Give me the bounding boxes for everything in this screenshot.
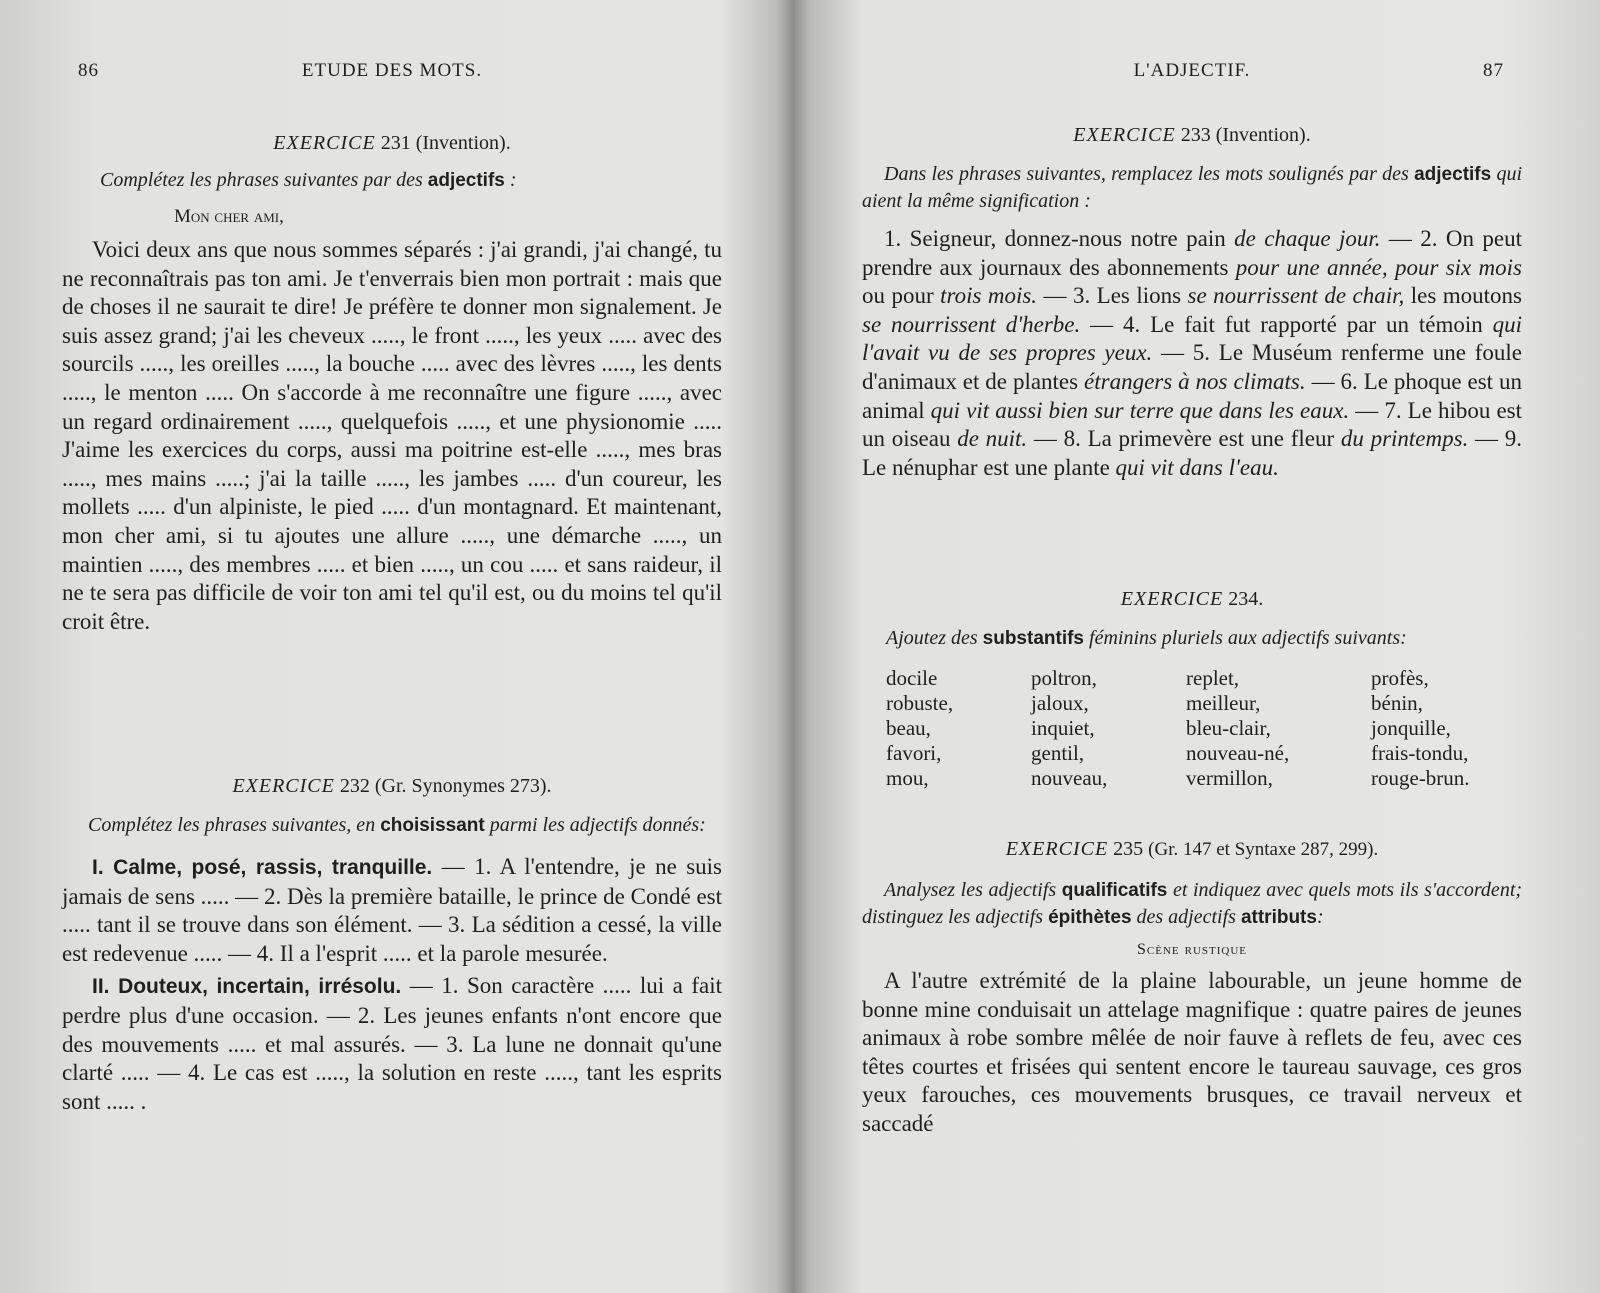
adjective: bénin, bbox=[1371, 691, 1423, 715]
adjective: nouveau, bbox=[1031, 766, 1108, 790]
adjective: favori, bbox=[886, 741, 942, 765]
adjective: mou, bbox=[886, 766, 929, 790]
adjective: jaloux, bbox=[1031, 691, 1089, 715]
exercise-233-sentences: 1. Seigneur, donnez-nous notre pain de chaque jour. — 2. On peut prendre aux journaux des abonnements pour une année, pour six mois ou pour trois mois. — 3. Les lions se nourrissent de chair, les moutons se nourrissent d'herbe. — 4. Le fait fut rapporté par un témoin qui l'avait vu de ses propres yeux. — 5. Le Muséum renferme une foule d'animaux et de plantes étrangers à nos climats. — 6. Le phoque est un animal qui vit aussi bien sur terre que dans les eaux. — 7. Le hibou est un oiseau de nuit. — 8. La primevère est une fleur du printemps. — 9. Le nénuphar est une plante qui vit dans l'eau. bbox=[862, 226, 1523, 480]
exercise-232-instruction: Complétez les phrases suivantes, en choisissant parmi les adjectifs donnés: bbox=[88, 814, 706, 836]
letter-text: Voici deux ans que nous sommes séparés : j'ai grandi, j'ai changé, tu ne reconnaîtrais pas ton ami. Je t'enverrais bien mon portrait : mais que de choses il ne saurait te dire! Je préfère te donner mon signalement. Je suis assez grand; j'ai les cheveux ....., le front ....., les yeux ..... avec des sourcils ....., les oreilles ....., la bouche ..... avec des lèvres ....., les dents ....., le menton ..... On s'accorde à me reconnaître une figure ....., avec un regard ordinairement ....., quelquefois ....., et une physionomie ..... J'aime les exercices du corps, aussi ma poitrine est-elle ....., mes bras ....., mes mains .....; j'ai la taille ....., les jambes ..... d'un coureur, les mollets ..... d'un alpiniste, le pied ..... d'un montagnard. Et maintenant, mon cher ami, si tu ajoutes une allure ....., une démarche ....., un maintien ....., des membres ..... et bien ....., un cou ..... et sans raideur, il ne te sera pas difficile de voir ton ami tel qu'il est, ou du moins tel qu'il croit être. bbox=[62, 237, 722, 634]
adjective: poltron, bbox=[1031, 666, 1097, 690]
exercise-232-body bbox=[62, 853, 722, 1116]
exercise-232-title: EXERCICE 232 (Gr. Synonymes 273). bbox=[232, 775, 552, 797]
exercise-234-title: EXERCICE 234. bbox=[1120, 588, 1264, 610]
adjective: beau, bbox=[886, 716, 931, 740]
exercise-235 bbox=[862, 838, 1522, 1139]
exercise-232 bbox=[62, 775, 722, 1116]
exercise-233-title: EXERCICE 233 (Invention). bbox=[1073, 124, 1311, 146]
letter-greeting: Mon cher ami, bbox=[174, 206, 284, 227]
right-page bbox=[862, 0, 1522, 1293]
adjective: replet, bbox=[1186, 666, 1240, 690]
adjective: docile bbox=[886, 666, 938, 690]
exercise-231-title: EXERCICE 231 (Invention). bbox=[273, 132, 511, 154]
left-page-number: 86 bbox=[78, 60, 99, 81]
right-running-head bbox=[862, 60, 1522, 90]
left-running-title: ETUDE DES MOTS. bbox=[301, 60, 483, 81]
exercise-233 bbox=[862, 124, 1522, 482]
left-page bbox=[62, 0, 722, 1293]
adjective: inquiet, bbox=[1031, 716, 1095, 740]
exercise-235-title: EXERCICE 235 (Gr. 147 et Syntaxe 287, 299). bbox=[1005, 838, 1379, 860]
adjective: profès, bbox=[1371, 666, 1429, 690]
exercise-235-instruction: Analysez les adjectifs qualificatifs et indiquez avec quels mots ils s'accordent; distinguez les adjectifs épithètes des adjectifs attributs: bbox=[862, 879, 1523, 928]
exercise-233-instruction: Dans les phrases suivantes, remplacez les mots soulignés par des adjectifs qui aient la même signification : bbox=[862, 163, 1523, 212]
adjective: gentil, bbox=[1031, 741, 1085, 765]
exercise-234 bbox=[862, 588, 1522, 791]
adjective: vermillon, bbox=[1186, 766, 1273, 790]
exercise-231 bbox=[62, 132, 722, 636]
adjective: meilleur, bbox=[1186, 691, 1261, 715]
exercise-232-part-1: I. Calme, posé, rassis, tranquille. — 1. A l'entendre, je ne suis jamais de sens ..... — 2. Dès la première bataille, le prince de Condé est ..... tant il se trouve dans son élément. — 3. La sédition a cessé, la ville est redevenue ..... — 4. Il a l'esprit ..... et la parole mesurée. bbox=[62, 854, 723, 966]
exercise-234-instruction: Ajoutez des substantifs féminins pluriels aux adjectifs suivants: bbox=[886, 627, 1407, 649]
adjective-list bbox=[862, 666, 1522, 791]
adjective: frais-tondu, bbox=[1371, 741, 1469, 765]
right-page-number: 87 bbox=[1483, 60, 1504, 81]
right-running-title: L'ADJECTIF. bbox=[1133, 60, 1251, 81]
scene-text: A l'autre extrémité de la plaine labourable, un jeune homme de bonne mine conduisait un attelage magnifique : quatre paires de jeunes animaux à robe sombre mêlée de noir fauve à reflets de feu, avec ces têtes courtes et frisées qui sentent encore le taureau sauvage, ces gros yeux farouches, ces mouvements brusques, ce travail nerveux et saccadé bbox=[862, 968, 1522, 1136]
scene-title: Scène rustique bbox=[1136, 941, 1247, 958]
adjective: nouveau-né, bbox=[1186, 741, 1290, 765]
adjective: jonquille, bbox=[1371, 716, 1451, 740]
adjective: robuste, bbox=[886, 691, 954, 715]
left-running-head bbox=[62, 60, 722, 90]
adjective: bleu-clair, bbox=[1186, 716, 1271, 740]
exercise-231-instruction: Complétez les phrases suivantes par des adjectifs : bbox=[100, 169, 517, 191]
exercise-232-part-2: II. Douteux, incertain, irrésolu. — 1. Son caractère ..... lui a fait perdre plus d'une occasion. — 2. Les jeunes enfants n'ont encore que des mouvements ..... et mal assurés. — 3. La lune ne donnait qu'une clarté ..... — 4. Le cas est ....., la solution en reste ....., tant les esprits sont ..... . bbox=[62, 973, 722, 1114]
adjective: rouge-brun. bbox=[1371, 766, 1470, 790]
